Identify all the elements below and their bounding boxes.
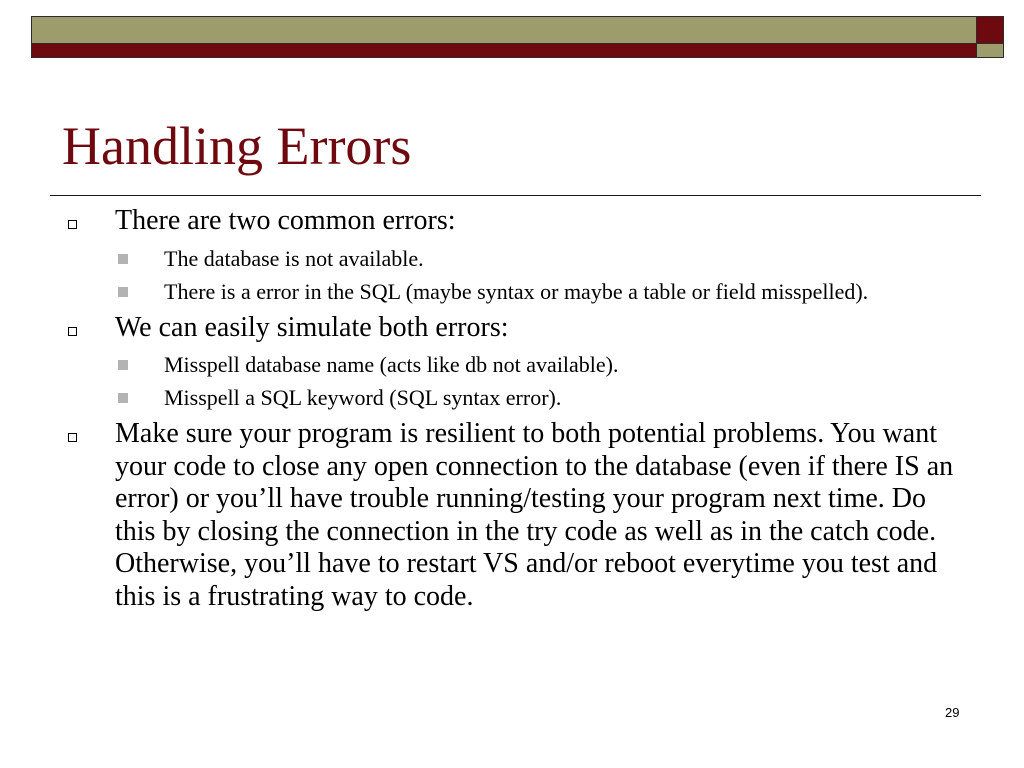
slide-content [0,205,1024,620]
header-square-olive [976,43,1004,58]
sub-bullet-item [0,384,944,411]
sub-bullet-item [0,245,944,272]
bullet-text: We can easily simulate both errors: [115,311,509,343]
hollow-square-bullet-icon [68,327,77,336]
bullet-text: There are two common errors: [115,205,456,236]
bullet-group-1 [0,205,1024,305]
page-number: 29 [945,705,960,720]
sub-bullet-text: There is a error in the SQL (maybe syntax or maybe a table or field misspelled). [164,278,869,304]
bullet-text: Make sure your program is resilient to both potential problems. You want your code to close any open connection to the database (even if there IS an error) or you’ll have trouble running/testing your program next time. Do this by closing the connection in the try code as well as in the catch code. Otherwise, you’ll have to restart VS and/or reboot everytime you test and this is a frustrating way to code. [115,418,954,612]
sub-bullet-text: Misspell database name (acts like db not available). [164,352,619,377]
bullet-group-3 [0,418,1024,613]
sub-bullet-text: The database is not available. [164,245,424,271]
header-band-maroon [31,43,977,58]
title-divider [50,195,981,196]
filled-square-bullet-icon [118,360,128,370]
filled-square-bullet-icon [118,287,128,297]
slide-title: Handling Errors [62,116,412,176]
header-band-olive [31,16,977,44]
sub-bullet-item [0,278,944,305]
bullet-group-2 [0,312,1024,412]
filled-square-bullet-icon [118,393,128,403]
sub-bullet-item [0,351,944,378]
header-square-maroon [976,16,1004,44]
sub-bullet-text: Misspell a SQL keyword (SQL syntax error). [164,385,562,410]
bullet-item [0,205,965,238]
bullet-item [0,312,965,345]
filled-square-bullet-icon [118,254,128,264]
hollow-square-bullet-icon [68,433,77,442]
bullet-item [0,418,965,613]
hollow-square-bullet-icon [68,220,77,229]
